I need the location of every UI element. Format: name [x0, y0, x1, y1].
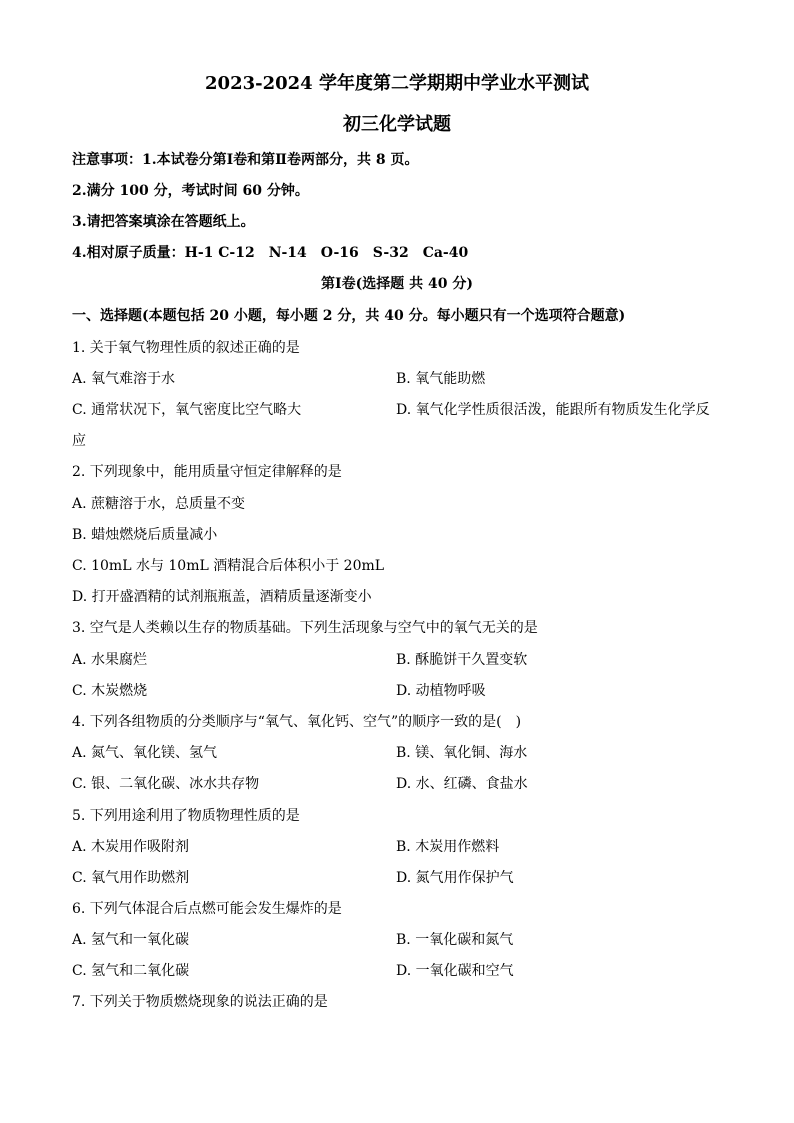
- question-6-option-c: C. 氢气和二氧化碳: [72, 963, 190, 979]
- question-2-option-d: D. 打开盛酒精的试剂瓶瓶盖，酒精质量逐渐变小: [72, 589, 372, 605]
- notes-line-2: 2.满分 100 分，考试时间 60 分钟。: [72, 183, 309, 199]
- question-4-option-b: B. 镁、氧化铜、海水: [396, 745, 528, 761]
- question-1-option-d-continuation: 应: [72, 433, 86, 449]
- question-1-stem: 1. 关于氧气物理性质的叙述正确的是: [72, 340, 300, 356]
- question-3-option-a: A. 水果腐烂: [72, 652, 148, 668]
- question-3-option-b: B. 酥脆饼干久置变软: [396, 652, 528, 668]
- question-6-option-d: D. 一氧化碳和空气: [396, 963, 514, 979]
- question-5-option-a: A. 木炭用作吸附剂: [72, 839, 190, 855]
- notes-line-3: 3.请把答案填涂在答题纸上。: [72, 214, 255, 230]
- question-3-option-d: D. 动植物呼吸: [396, 683, 486, 699]
- question-6-stem: 6. 下列气体混合后点燃可能会发生爆炸的是: [72, 901, 342, 917]
- question-6-option-b: B. 一氧化碳和氮气: [396, 932, 514, 948]
- question-1-option-a: A. 氧气难溶于水: [72, 371, 176, 387]
- question-6-option-a: A. 氢气和一氧化碳: [72, 932, 190, 948]
- question-2-option-a: A. 蔗糖溶于水，总质量不变: [72, 496, 246, 512]
- question-3-stem: 3. 空气是人类赖以生存的物质基础。下列生活现象与空气中的氧气无关的是: [72, 620, 538, 636]
- question-5-option-d: D. 氮气用作保护气: [396, 870, 514, 886]
- question-1-option-d: D. 氧气化学性质很活泼，能跟所有物质发生化学反: [396, 402, 710, 418]
- question-5-stem: 5. 下列用途利用了物质物理性质的是: [72, 808, 300, 824]
- question-1-option-b: B. 氧气能助燃: [396, 371, 486, 387]
- exam-subtitle: 初三化学试题: [343, 114, 451, 135]
- question-2-stem: 2. 下列现象中，能用质量守恒定律解释的是: [72, 464, 342, 480]
- question-5-option-b: B. 木炭用作燃料: [396, 839, 500, 855]
- question-5-option-c: C. 氧气用作助燃剂: [72, 870, 190, 886]
- question-2-option-c: C. 10mL 水与 10mL 酒精混合后体积小于 20mL: [72, 558, 385, 574]
- question-2-option-b: B. 蜡烛燃烧后质量减小: [72, 527, 218, 543]
- question-4-option-c: C. 银、二氧化碳、冰水共存物: [72, 776, 260, 792]
- notes-line-4: 4.相对原子质量：H-1 C-12 N-14 O-16 S-32 Ca-40: [72, 245, 469, 261]
- notes-line-1: 注意事项：1.本试卷分第Ⅰ卷和第Ⅱ卷两部分，共 8 页。: [72, 152, 419, 168]
- question-7-stem: 7. 下列关于物质燃烧现象的说法正确的是: [72, 994, 328, 1010]
- question-4-stem: 4. 下列各组物质的分类顺序与“氧气、氧化钙、空气”的顺序一致的是( ): [72, 714, 522, 730]
- section-instructions: 一、选择题(本题包括 20 小题，每小题 2 分，共 40 分。每小题只有一个选项符合题意): [72, 308, 626, 324]
- question-4-option-d: D. 水、红磷、食盐水: [396, 776, 528, 792]
- question-1-option-c: C. 通常状况下，氧气密度比空气略大: [72, 402, 302, 418]
- section-title: 第Ⅰ卷(选择题 共 40 分): [321, 276, 473, 292]
- question-4-option-a: A. 氮气、氧化镁、氢气: [72, 745, 218, 761]
- exam-title: 2023-2024 学年度第二学期期中学业水平测试: [205, 73, 589, 94]
- question-3-option-c: C. 木炭燃烧: [72, 683, 148, 699]
